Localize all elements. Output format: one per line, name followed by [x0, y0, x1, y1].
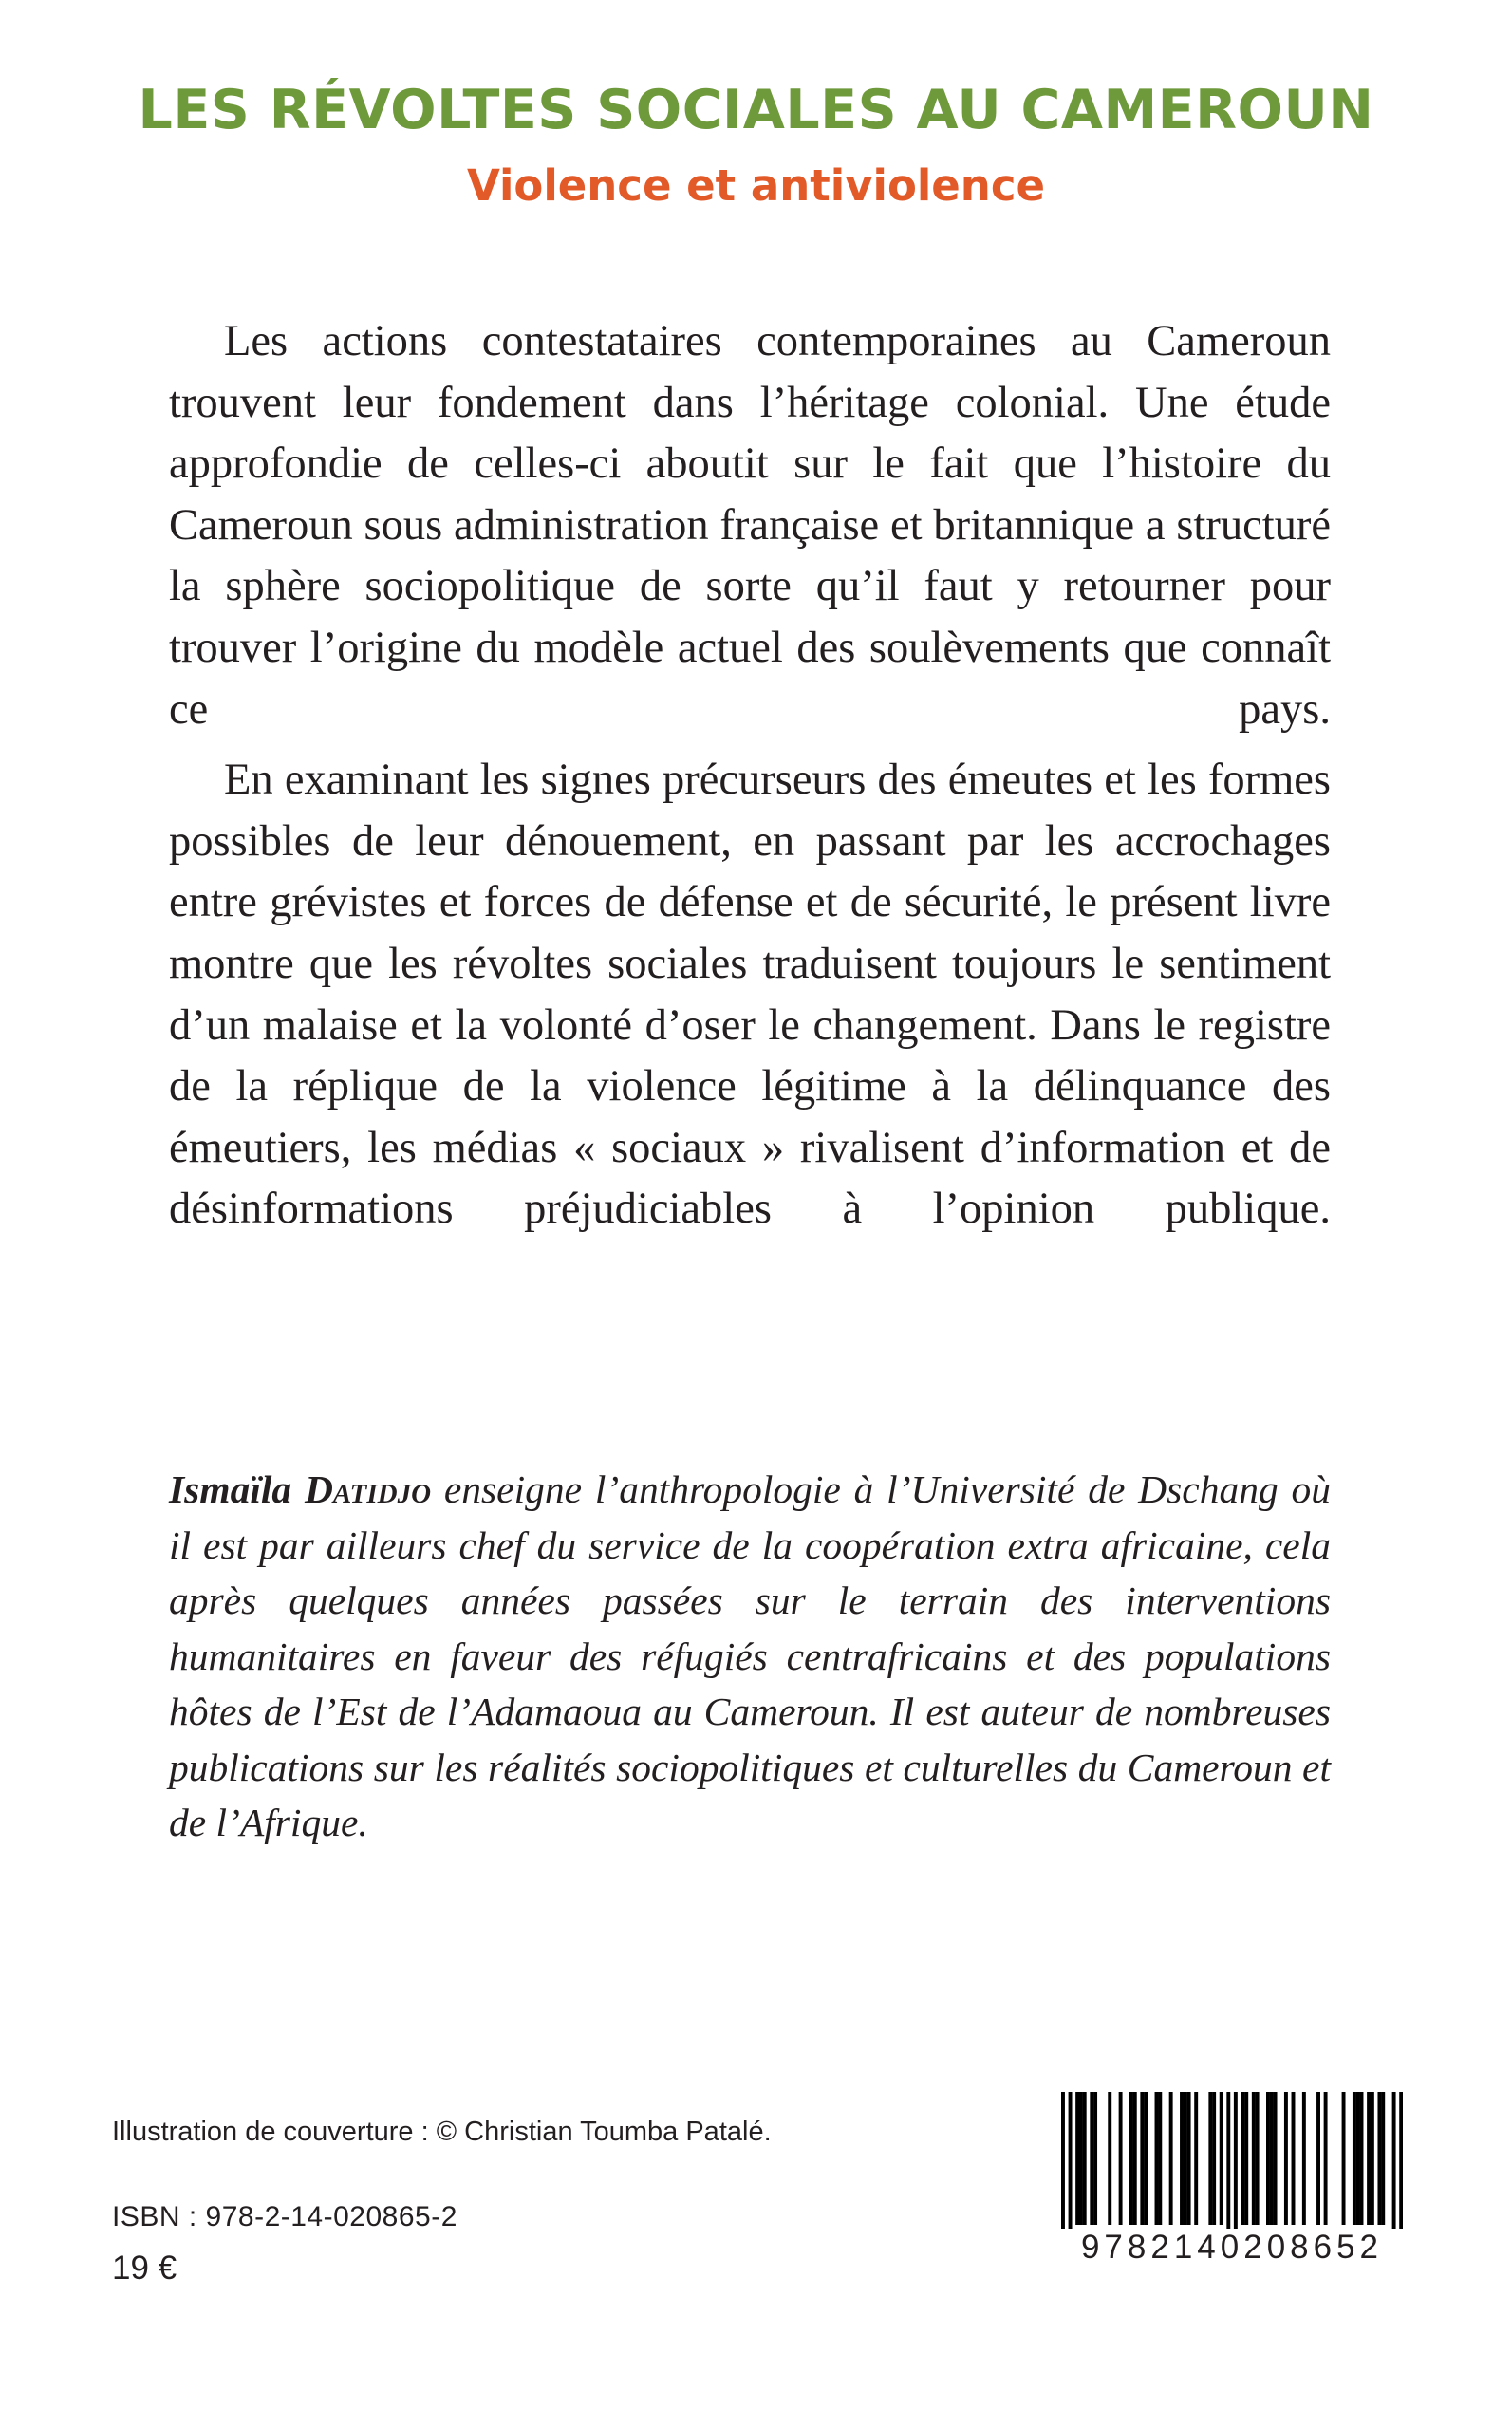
barcode-bar: [1075, 2092, 1079, 2225]
barcode-bar: [1274, 2092, 1278, 2225]
barcode-bar: [1266, 2092, 1270, 2225]
barcode-bar: [1155, 2092, 1159, 2225]
barcode-bar: [1169, 2092, 1173, 2225]
barcode-bar: [1119, 2092, 1123, 2225]
barcode-bar: [1079, 2092, 1083, 2225]
barcode-bar: [1316, 2092, 1320, 2225]
cover-illustration-credit: Illustration de couverture : © Christian Toumba Patalé.: [112, 2117, 772, 2147]
barcode-bar: [1371, 2092, 1374, 2225]
barcode-bar: [1244, 2092, 1248, 2225]
barcode-bar: [1083, 2092, 1087, 2225]
summary-paragraph-2: En examinant les signes précurseurs des émeutes et les formes possibles de leur dénouement, en passant par les accrochages entre grévistes et forces de défense et de sécurité, le présent livre montre que les révoltes sociales traduisent toujours le sentiment d’un malaise et la volonté d’oser le changement. Dans le registre de la réplique de la violence légitime à la délinquance des émeutiers, les médias « sociaux » rivalisent d’information et de désinformations préjudiciables à l’opinion publique.: [169, 756, 1331, 1234]
barcode-bar: [1093, 2092, 1097, 2225]
barcode-bar: [1194, 2092, 1198, 2225]
isbn: ISBN : 978-2-14-020865-2: [112, 2201, 457, 2232]
book-summary: [169, 311, 1331, 1241]
barcode-bar: [1061, 2092, 1065, 2234]
barcode-bar: [1241, 2092, 1244, 2225]
barcode-bar: [1090, 2092, 1093, 2225]
barcode-bar: [1392, 2092, 1396, 2234]
price: 19 €: [112, 2250, 177, 2287]
summary-paragraph-1: Les actions contestataires contemporaines au Cameroun trouvent leur fondement dans l’héritage colonial. Une étude approfondie de celles-ci aboutit sur le fait que l’histoire du Cameroun sous administration française et britannique a structuré la sphère sociopolitique de sorte qu’il faut y retourner pour trouver l’origine du modèle actuel des soulèvements que connaît ce pays.: [169, 317, 1331, 734]
ean13-barcode-icon: [1061, 2092, 1403, 2316]
barcode-bar: [1158, 2092, 1162, 2225]
barcode-bar: [1342, 2092, 1346, 2225]
barcode-bar: [1212, 2092, 1216, 2225]
barcode-bar: [1234, 2092, 1238, 2234]
barcode-bar: [1133, 2092, 1137, 2225]
author-name: [169, 1467, 431, 1511]
barcode-bar: [1270, 2092, 1274, 2225]
book-subtitle: Violence et antiviolence: [466, 160, 1046, 211]
barcode-bar: [1360, 2092, 1364, 2225]
barcode-bar: [1399, 2092, 1403, 2234]
barcode-bar: [1140, 2092, 1144, 2225]
barcode-bar: [1129, 2092, 1133, 2225]
barcode-bar: [1284, 2092, 1288, 2225]
barcode-bar: [1377, 2092, 1381, 2225]
author-bio-text: enseigne l’anthropologie à l’Université de Dschang où il est par ailleurs chef du service de la coopération extra africaine, cela après quelques années passées sur le terrain des interventions humanitaires en faveur des réfugiés centrafricains et des populations hôtes de l’Est de l’Adamaoua au Cameroun. Il est auteur de nombreuses publications sur les réalités sociopolitiques et culturelles du Cameroun et de l’Afrique.: [169, 1467, 1332, 1844]
barcode-bar: [1252, 2092, 1256, 2225]
book-title: LES RÉVOLTES SOCIALES AU CAMEROUN: [138, 79, 1374, 141]
barcode-bar: [1187, 2092, 1191, 2225]
barcode-bar: [1184, 2092, 1187, 2225]
barcode-bar: [1356, 2092, 1360, 2225]
author-bio: [169, 1462, 1331, 1851]
barcode-bar: [1108, 2092, 1111, 2225]
barcode-bar: [1256, 2092, 1260, 2225]
author-first-name: Ismaïla: [169, 1467, 305, 1511]
barcode-bar: [1144, 2092, 1148, 2225]
barcode-bar: [1367, 2092, 1371, 2225]
barcode-bar: [1180, 2092, 1184, 2225]
barcode-bar: [1226, 2092, 1230, 2234]
barcode-bars: [1061, 2092, 1403, 2234]
barcode-bar: [1220, 2092, 1223, 2225]
barcode-digits: 9782140208652: [1061, 2229, 1403, 2267]
barcode-bar: [1324, 2092, 1328, 2225]
barcode-bar: [1292, 2092, 1296, 2225]
barcode-bar: [1353, 2092, 1356, 2225]
barcode-bar: [1208, 2092, 1212, 2225]
barcode-bar: [1302, 2092, 1306, 2225]
barcode-bar: [1381, 2092, 1385, 2225]
author-last-name: Datidjo: [304, 1467, 432, 1511]
barcode-bar: [1069, 2092, 1073, 2234]
